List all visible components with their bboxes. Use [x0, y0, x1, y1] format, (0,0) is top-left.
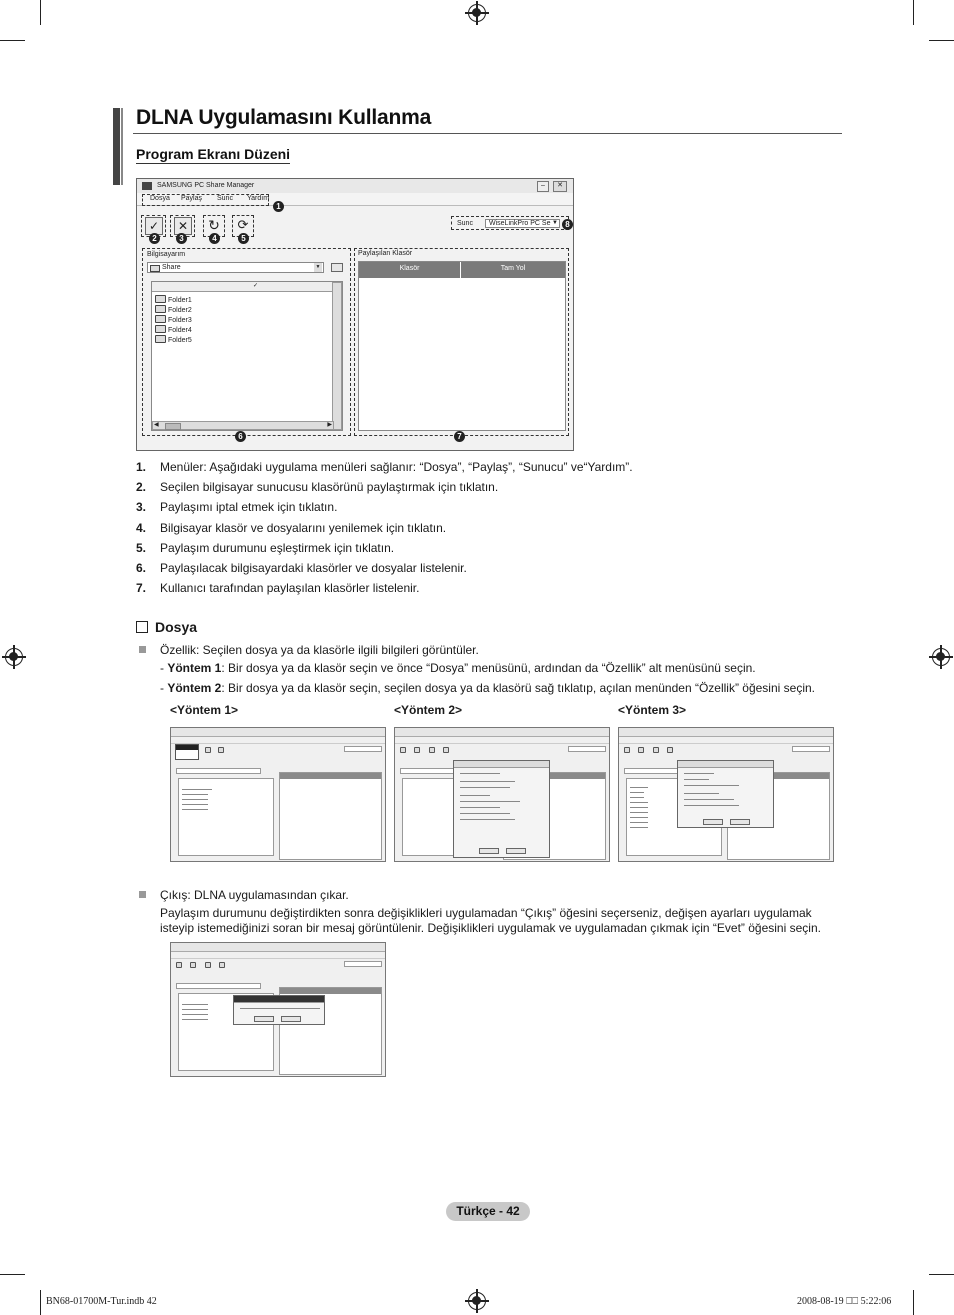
page-title: DLNA Uygulamasını Kullanma — [136, 106, 432, 129]
list-text: Paylaşım durumunu eşleştirmek için tıklatın. — [160, 541, 395, 555]
list-number: 7. — [136, 581, 147, 595]
mini-dropdown — [176, 768, 261, 774]
list-text: Seçilen bilgisayar sunucusu klasörünü paylaştırmak için tıklatın. — [160, 480, 499, 494]
ozellik-text: Özellik: Seçilen dosya ya da klasörle ilgili bilgileri görüntüler. — [160, 643, 479, 657]
list-text: Menüler: Aşağıdaki uygulama menüleri sağlanır: “Dosya”, “Paylaş”, “Sunucu” ve“Yardım”. — [160, 460, 633, 474]
context-menu — [175, 744, 199, 760]
list-number: 3. — [136, 500, 147, 514]
mini-share-icon — [400, 747, 406, 753]
mini-server-dropdown — [344, 746, 382, 752]
caption-yontem1: <Yöntem 1> — [170, 703, 239, 717]
mini-sync-icon — [218, 747, 224, 753]
title-rule — [133, 133, 842, 134]
vertical-scrollbar[interactable] — [332, 282, 342, 430]
list-item[interactable]: Folder4 — [155, 325, 192, 334]
refresh-icon[interactable]: ↻ — [208, 217, 220, 233]
caption-yontem2: <Yöntem 2> — [394, 703, 463, 717]
list-text: Paylaşımı iptal etmek için tıklatın. — [160, 500, 338, 514]
title-bar — [137, 179, 573, 194]
scroll-right-icon: ▶ — [327, 422, 332, 428]
list-header[interactable] — [262, 282, 332, 292]
minimize-icon[interactable]: – — [537, 181, 549, 192]
dialog-yes-button — [254, 1016, 274, 1022]
mini-sync-icon — [443, 747, 449, 753]
dialog-cancel-button — [506, 848, 526, 854]
dialog-title-bar — [234, 996, 324, 1003]
page-number-pill: Türkçe - 42 — [446, 1202, 530, 1221]
registration-mark-icon — [932, 648, 950, 666]
folder-icon — [150, 265, 160, 272]
crop-mark — [0, 40, 25, 41]
app-window — [136, 178, 574, 451]
close-icon[interactable]: ✕ — [553, 181, 567, 192]
mini-refresh-icon — [205, 747, 211, 753]
mini-share-icon — [624, 747, 630, 753]
sort-icon: ✓ — [252, 283, 258, 289]
list-item[interactable]: Folder1 — [155, 295, 192, 304]
column-header-path[interactable]: Tam Yol — [461, 262, 565, 278]
app-icon — [142, 182, 152, 190]
yontem1-line: - Yöntem 1: Bir dosya ya da klasör seçin ve önce “Dosya” menüsünü, ardından da “Özellik” alt menüsünü seçin. — [160, 661, 756, 675]
dropdown-value: Share — [162, 264, 181, 271]
left-pane-label: Bilgisayarım — [147, 251, 186, 258]
registration-mark-icon — [468, 4, 486, 22]
mini-sync-icon — [219, 962, 225, 968]
cikis-text: Çıkış: DLNA uygulamasından çıkar. — [160, 888, 349, 902]
list-number: 1. — [136, 460, 147, 474]
bullet-icon — [139, 646, 146, 653]
section-heading-dosya: Dosya — [136, 619, 197, 635]
yontem2-line: - Yöntem 2: Bir dosya ya da klasör seçin, seçilen dosya ya da klasörü sağ tıklatıp, açılan menünden “Özellik” öğesini seçin. — [160, 681, 815, 695]
callout-7: 7 — [454, 431, 465, 442]
dialog-ok-button — [703, 819, 723, 825]
mini-file-list — [178, 778, 274, 856]
callout-3: 3 — [176, 233, 187, 244]
column-header-folder[interactable]: Klasör — [359, 262, 460, 278]
list-header[interactable] — [152, 282, 263, 292]
crop-mark — [40, 1290, 41, 1315]
list-number: 4. — [136, 521, 147, 535]
list-number: 2. — [136, 480, 147, 494]
sync-icon[interactable]: ⟳ — [237, 217, 249, 232]
mini-menu-bar — [619, 736, 833, 744]
menu-yardim[interactable]: Yardım — [247, 195, 270, 202]
menu-sunucu[interactable]: Sunc — [217, 195, 233, 202]
scroll-left-icon: ◀ — [154, 422, 159, 428]
caption-yontem3: <Yöntem 3> — [618, 703, 687, 717]
chevron-down-icon: ▼ — [552, 220, 558, 226]
dialog-title-bar — [454, 761, 549, 768]
registration-mark-icon — [5, 648, 23, 666]
list-text: Bilgisayar klasör ve dosyalarını yenilemek için tıklatın. — [160, 521, 447, 535]
mini-server-dropdown — [568, 746, 606, 752]
screenshot-yontem3 — [618, 727, 834, 862]
cikis-detail: isteyip istemediğinizi soran bir mesaj görüntülenir. Değişiklikleri uygulamak ve uygulamadan çıkmak için “Evet” öğesini seçin. — [160, 921, 821, 935]
checkbox-icon — [136, 621, 148, 633]
screenshot-yontem2 — [394, 727, 610, 862]
mini-refresh-icon — [653, 747, 659, 753]
callout-6: 6 — [235, 431, 246, 442]
mini-share-icon — [176, 962, 182, 968]
up-folder-icon[interactable] — [331, 263, 343, 272]
list-item[interactable]: Folder2 — [155, 305, 192, 314]
crop-mark — [913, 0, 914, 25]
chevron-down-icon: ▼ — [315, 264, 321, 270]
footer-date: 2008-08-19 ⎕⎕ 5:22:06 — [797, 1296, 892, 1307]
mini-menu-bar — [171, 736, 385, 744]
menu-dosya[interactable]: Dosya — [150, 195, 170, 202]
list-number: 6. — [136, 561, 147, 575]
callout-1: 1 — [273, 201, 284, 212]
heading-bar — [121, 108, 123, 185]
callout-8: 8 — [562, 219, 573, 230]
shared-folder-list — [358, 261, 566, 431]
exit-confirm-dialog — [233, 995, 325, 1025]
mini-refresh-icon — [205, 962, 211, 968]
dialog-ok-button — [479, 848, 499, 854]
mini-cancel-icon — [414, 747, 420, 753]
crop-mark — [0, 1274, 25, 1275]
mini-dropdown — [176, 983, 261, 989]
cancel-share-icon[interactable]: ✕ — [174, 217, 192, 235]
server-value: WiseLinkPro PC Se — [489, 220, 551, 227]
mini-menu-bar — [395, 736, 609, 744]
screenshot-exit — [170, 942, 386, 1077]
file-list — [151, 281, 343, 431]
callout-2: 2 — [149, 233, 160, 244]
share-folder-icon[interactable]: ✓ — [145, 217, 163, 235]
crop-mark — [929, 1274, 954, 1275]
mini-server-dropdown — [344, 961, 382, 967]
menu-highlight — [142, 194, 269, 206]
mini-shared-list — [279, 772, 382, 860]
crop-mark — [929, 40, 954, 41]
callout-5: 5 — [238, 233, 249, 244]
mini-refresh-icon — [429, 747, 435, 753]
dialog-cancel-button — [730, 819, 750, 825]
dialog-title-bar — [678, 761, 773, 768]
horizontal-scrollbar[interactable] — [152, 421, 334, 430]
screenshot-yontem1 — [170, 727, 386, 862]
footer-file: BN68-01700M-Tur.indb 42 — [46, 1296, 157, 1307]
right-pane-label: Paylaşılan Klasör — [358, 250, 413, 257]
server-dropdown[interactable] — [485, 219, 560, 228]
scroll-thumb[interactable] — [165, 423, 181, 430]
folder-dropdown[interactable] — [147, 262, 324, 273]
mini-cancel-icon — [190, 962, 196, 968]
list-number: 5. — [136, 541, 147, 555]
list-text: Kullanıcı tarafından paylaşılan klasörler listelenir. — [160, 581, 420, 595]
dialog-no-button — [281, 1016, 301, 1022]
list-text: Paylaşılacak bilgisayardaki klasörler ve dosyalar listelenir. — [160, 561, 467, 575]
mini-menu-bar — [171, 951, 385, 959]
registration-mark-icon — [468, 1292, 486, 1310]
bullet-icon — [139, 891, 146, 898]
list-item[interactable]: Folder3 — [155, 315, 192, 324]
properties-dialog — [453, 760, 550, 858]
window-title: SAMSUNG PC Share Manager — [157, 182, 255, 189]
mini-sync-icon — [667, 747, 673, 753]
mini-server-dropdown — [792, 746, 830, 752]
list-item[interactable]: Folder5 — [155, 335, 192, 344]
crop-mark — [40, 0, 41, 25]
crop-mark — [913, 1290, 914, 1315]
cikis-detail: Paylaşım durumunu değiştirdikten sonra değişiklikleri uygulamadan “Çıkış” öğesini seçerseniz, değişen ayarları uygulamak — [160, 906, 812, 920]
menu-paylas[interactable]: Paylaş — [181, 195, 203, 202]
server-label: Sunc — [457, 220, 473, 227]
heading-bar — [113, 108, 120, 185]
mini-cancel-icon — [638, 747, 644, 753]
section-subtitle: Program Ekranı Düzeni — [136, 146, 291, 162]
callout-4: 4 — [209, 233, 220, 244]
properties-dialog — [677, 760, 774, 828]
